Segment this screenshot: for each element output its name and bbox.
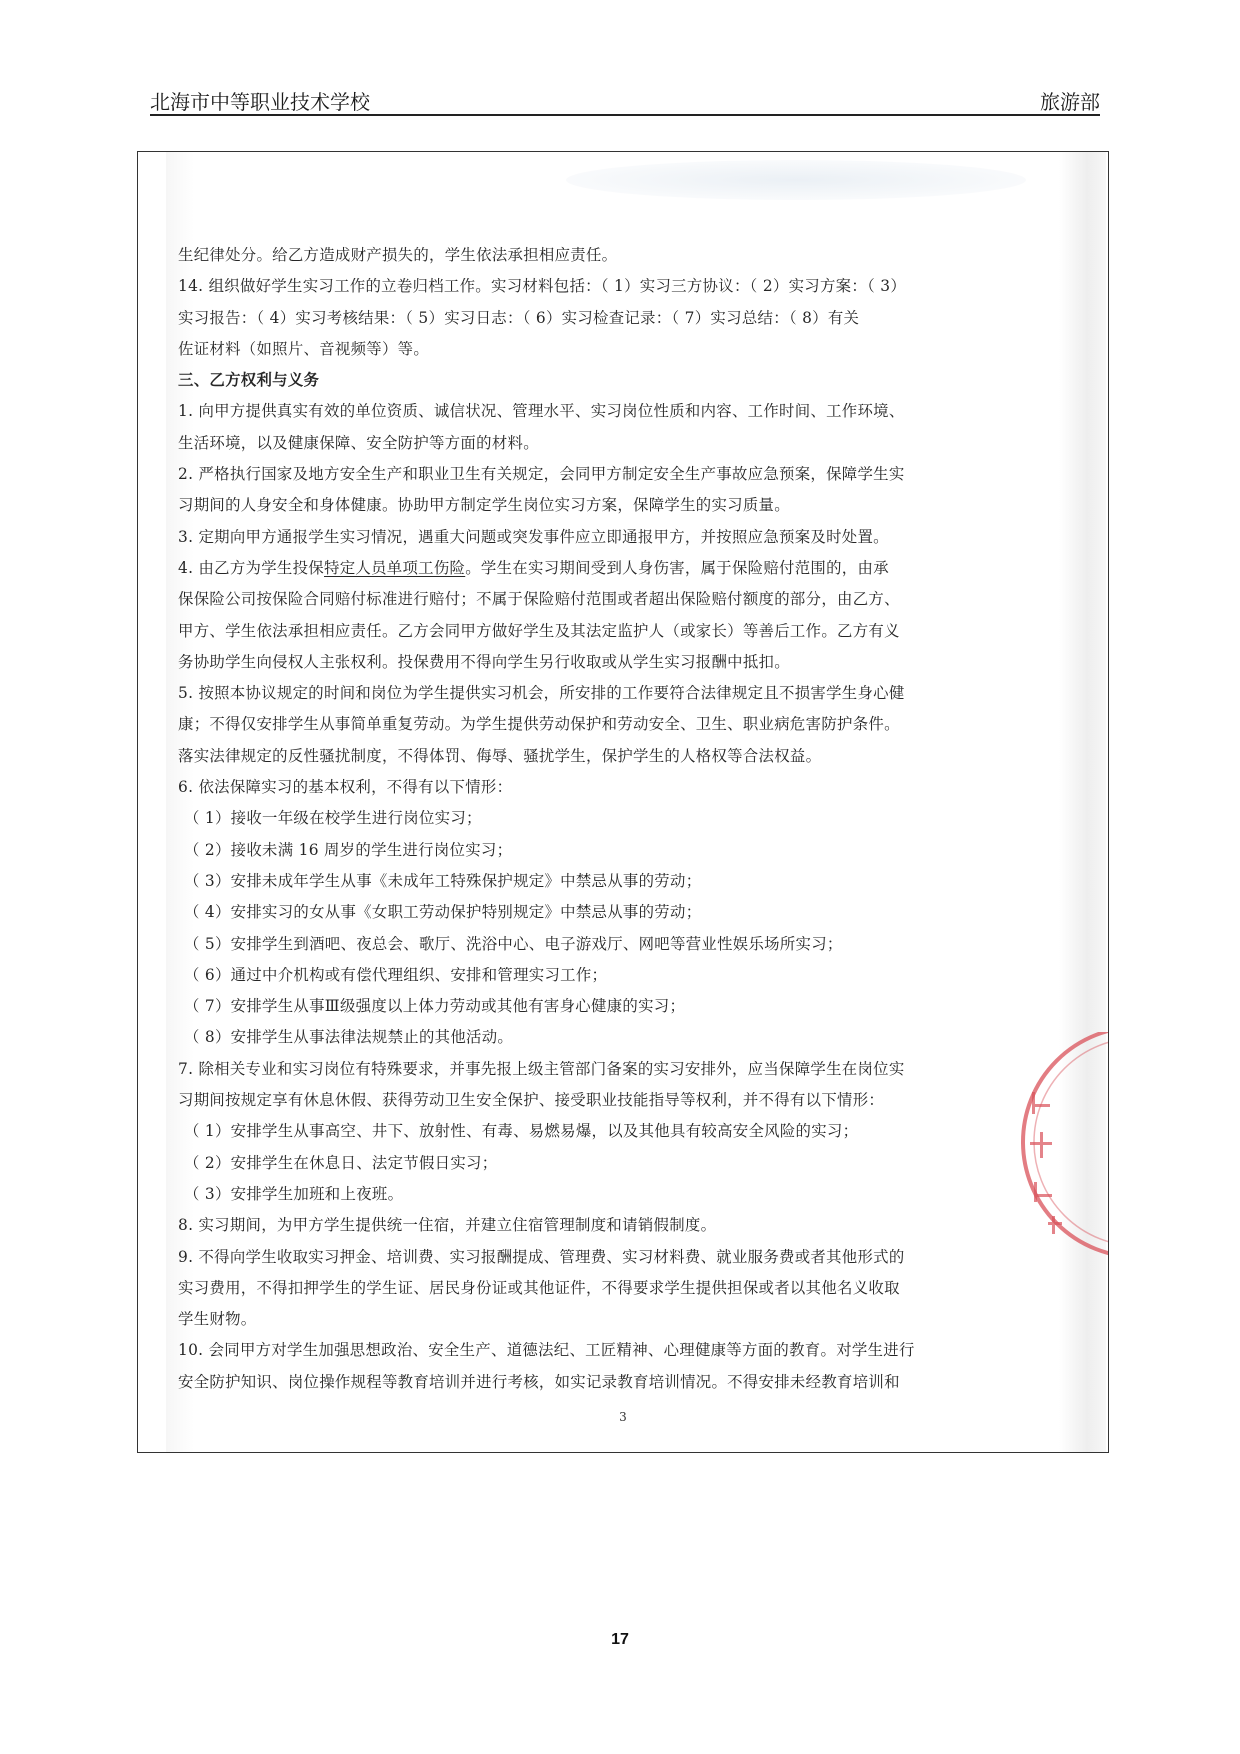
insurance-name-underlined: 特定人员单项工伤险 [324, 558, 466, 577]
item4-suffix: 。学生在实习期间受到人身伤害，属于保险赔付范围的，由承 [465, 558, 889, 577]
list-item: （ 3）安排学生加班和上夜班。 [184, 1184, 404, 1203]
list-item: （ 7）安排学生从事Ⅲ级强度以上体力劳动或其他有害身心健康的实习； [184, 997, 686, 1016]
list-item: （ 6）通过中介机构或有偿代理组织、安排和管理实习工作； [184, 965, 608, 984]
text-line: 习期间按规定享有休息休假、获得劳动卫生安全保护、接受职业技能指导等权利，并不得有以下情形： [178, 1091, 885, 1110]
agreement-text [178, 240, 1008, 1398]
list-item: （ 2）安排学生在休息日、法定节假日实习； [184, 1153, 498, 1172]
list-item: （ 4）安排实习的女从事《女职工劳动保护特别规定》中禁忌从事的劳动； [184, 903, 702, 922]
text-line: 习期间的人身安全和身体健康。协助甲方制定学生岗位实习方案，保障学生的实习质量。 [178, 496, 790, 515]
text-line: 康；不得仅安排学生从事简单重复劳动。为学生提供劳动保护和劳动安全、卫生、职业病危害防护条件。 [178, 715, 900, 734]
text-line: 1. 向甲方提供真实有效的单位资质、诚信状况、管理水平、实习岗位性质和内容、工作时间、工作环境、 [178, 402, 905, 421]
scanned-page-frame [137, 151, 1109, 1453]
text-line: 务协助学生向侵权人主张权利。投保费用不得向学生另行收取或从学生实习报酬中抵扣。 [178, 652, 790, 671]
text-line: 生纪律处分。给乙方造成财产损失的，学生依法承担相应责任。 [178, 246, 618, 264]
item4-prefix: 4. 由乙方为学生投保 [178, 558, 325, 577]
text-line-item-4 [178, 553, 1008, 584]
list-item: （ 2）接收未满 16 周岁的学生进行岗位实习； [184, 840, 513, 859]
list-item: （ 1）安排学生从事高空、井下、放射性、有毒、易燃易爆，以及其他具有较高安全风险的实习； [184, 1122, 859, 1141]
text-line: 10. 会同甲方对学生加强思想政治、安全生产、道德法纪、工匠精神、心理健康等方面的教育。对学生进行 [178, 1341, 915, 1360]
text-line: 5. 按照本协议规定的时间和岗位为学生提供实习机会，所安排的工作要符合法律规定且不损害学生身心健 [178, 684, 905, 703]
text-line: 佐证材料（如照片、音视频等）等。 [178, 339, 430, 358]
text-line: 14. 组织做好学生实习工作的立卷归档工作。实习材料包括：（ 1）实习三方协议：（ 2）实习方案：（ 3） [178, 277, 907, 296]
list-item: （ 8）安排学生从事法律法规禁止的其他活动。 [184, 1028, 514, 1047]
text-line: 落实法律规定的反性骚扰制度，不得体罚、侮辱、骚扰学生，保护学生的人格权等合法权益。 [178, 746, 822, 765]
list-item: （ 5）安排学生到酒吧、夜总会、歌厅、洗浴中心、电子游戏厅、网吧等营业性娱乐场所实习； [184, 934, 843, 953]
text-line: 安全防护知识、岗位操作规程等教育培训并进行考核，如实记录教育培训情况。不得安排未经教育培训和 [178, 1372, 900, 1391]
section-heading: 三、乙方权利与义务 [178, 371, 320, 390]
header-department: 旅游部 [1040, 90, 1100, 114]
text-line: 保保险公司按保险合同赔付标准进行赔付；不属于保险赔付范围或者超出保险赔付额度的部分，由乙方、 [178, 590, 900, 609]
document-page-number: 17 [611, 1631, 629, 1648]
text-line: 8. 实习期间，为甲方学生提供统一住宿，并建立住宿管理制度和请销假制度。 [178, 1216, 717, 1235]
scanned-page-number: 3 [619, 1410, 627, 1424]
company-seal-stamp [948, 1032, 1109, 1272]
text-line: 6. 依法保障实习的基本权利，不得有以下情形： [178, 778, 513, 797]
text-line: 2. 严格执行国家及地方安全生产和职业卫生有关规定，会同甲方制定安全生产事故应急预案，保障学生实 [178, 465, 905, 484]
text-line: 9. 不得向学生收取实习押金、培训费、实习报酬提成、管理费、实习材料费、就业服务费或者其他形式的 [178, 1247, 905, 1266]
text-line: 生活环境，以及健康保障、安全防护等方面的材料。 [178, 433, 539, 452]
text-line: 甲方、学生依法承担相应责任。乙方会同甲方做好学生及其法定监护人（或家长）等善后工作。乙方有义 [178, 621, 900, 640]
header-school-name: 北海市中等职业技术学校 [150, 90, 370, 114]
list-item: （ 3）安排未成年学生从事《未成年工特殊保护规定》中禁忌从事的劳动； [184, 871, 702, 890]
text-line: 实习费用，不得扣押学生的学生证、居民身份证或其他证件，不得要求学生提供担保或者以其他名义收取 [178, 1278, 900, 1297]
list-item: （ 1）接收一年级在校学生进行岗位实习； [184, 809, 482, 828]
text-line: 学生财物。 [178, 1310, 257, 1329]
page-header [150, 84, 1100, 114]
text-line: 7. 除相关专业和实习岗位有特殊要求，并事先报上级主管部门备案的实习安排外，应当保障学生在岗位实 [178, 1059, 905, 1078]
text-line: 实习报告：（ 4）实习考核结果：（ 5）实习日志：（ 6）实习检查记录：（ 7）实习总结：（ 8）有关 [178, 308, 860, 327]
scan-shadow [566, 160, 1026, 200]
text-line: 3. 定期向甲方通报学生实习情况，遇重大问题或突发事件应立即通报甲方，并按照应急预案及时处置。 [178, 527, 889, 546]
header-rule [150, 114, 1100, 116]
